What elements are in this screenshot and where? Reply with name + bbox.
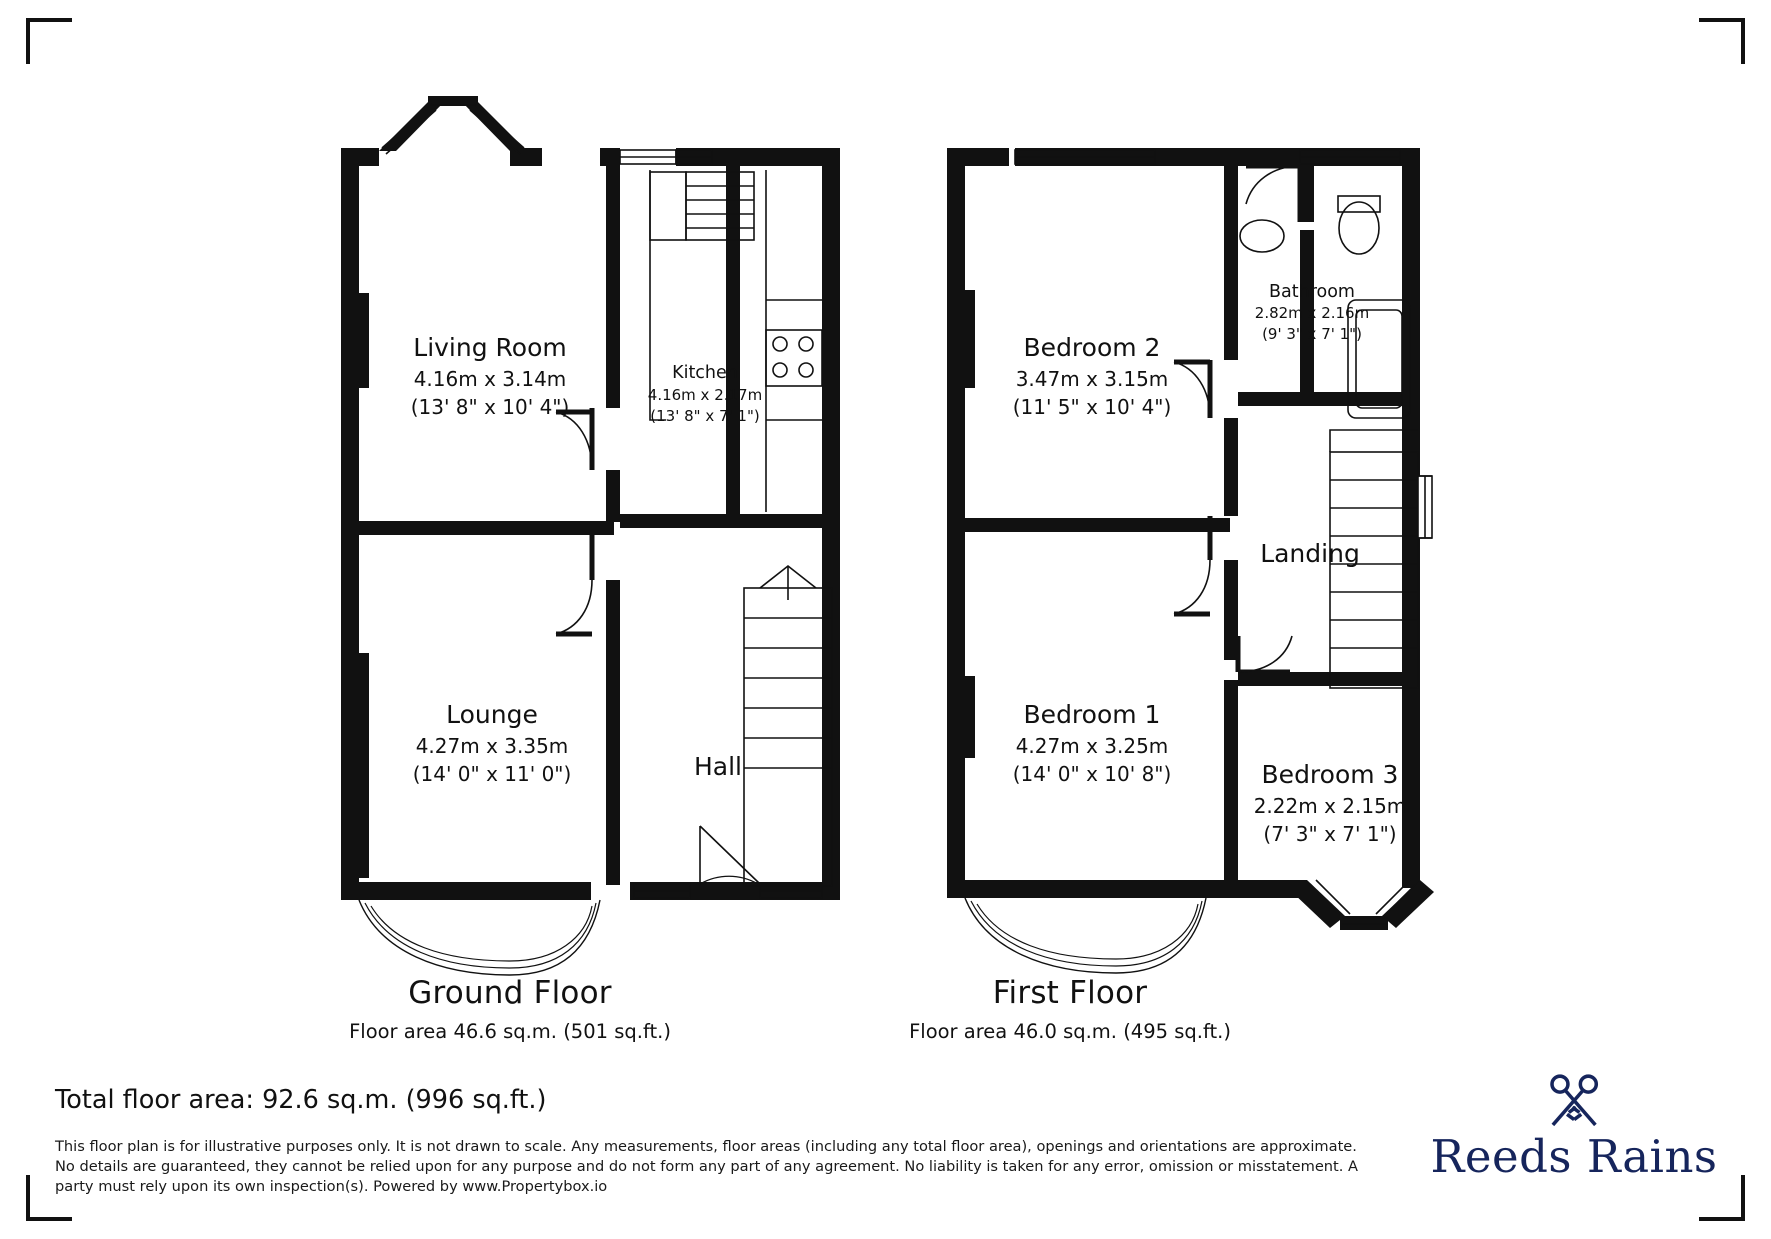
label-living-room-imperial: (13' 8" x 10' 4")	[410, 395, 570, 419]
label-hall: Hall	[693, 752, 743, 781]
ground-staircase	[744, 566, 832, 886]
label-bedroom-3-metric: 2.22m x 2.15m	[1253, 794, 1407, 818]
ground-floor-area: Floor area 46.6 sq.m. (501 sq.ft.)	[349, 1020, 671, 1043]
ground-floor-caption	[230, 975, 790, 1043]
label-lounge-imperial: (14' 0" x 11' 0")	[412, 762, 572, 786]
label-bedroom-3-imperial: (7' 3" x 7' 1")	[1263, 822, 1397, 846]
label-bathroom-metric: 2.82m x 2.16m	[1254, 304, 1370, 322]
label-bedroom-1-imperial: (14' 0" x 10' 8")	[1012, 762, 1172, 786]
ground-floor-plan	[341, 96, 840, 975]
label-bedroom-2-metric: 3.47m x 3.15m	[1015, 367, 1169, 391]
label-bedroom-1-metric: 4.27m x 3.25m	[1015, 734, 1169, 758]
label-bathroom-imperial: (9' 3" x 7' 1")	[1262, 325, 1362, 343]
ground-floor-title: Ground Floor	[408, 975, 612, 1011]
label-landing: Landing	[1260, 539, 1360, 568]
label-kitchen-metric: 4.16m x 2.17m	[647, 386, 763, 404]
label-bedroom-2: Bedroom 2	[1023, 333, 1161, 362]
crossed-keys-icon	[1521, 1070, 1627, 1132]
first-floor-caption	[790, 975, 1350, 1043]
label-kitchen-imperial: (13' 8" x 7' 1")	[650, 407, 760, 425]
label-living-room: Living Room	[413, 333, 567, 362]
label-lounge-metric: 4.27m x 3.35m	[415, 734, 569, 758]
label-living-room-metric: 4.16m x 3.14m	[413, 367, 567, 391]
total-floor-area: Total floor area: 92.6 sq.m. (996 sq.ft.)	[55, 1085, 547, 1115]
label-kitchen: Kitchen	[672, 363, 738, 383]
label-bedroom-3: Bedroom 3	[1261, 760, 1399, 789]
label-bathroom: Bathroom	[1269, 282, 1355, 302]
first-floor-title: First Floor	[992, 975, 1148, 1011]
brand-name: Reeds Rains	[1430, 1130, 1718, 1183]
label-bedroom-2-imperial: (11' 5" x 10' 4")	[1012, 395, 1172, 419]
label-bedroom-1: Bedroom 1	[1023, 700, 1161, 729]
label-lounge: Lounge	[446, 700, 538, 729]
brand-logo	[1409, 1070, 1739, 1183]
disclaimer-text: This floor plan is for illustrative purposes only. It is not drawn to scale. Any measurements, floor areas (including any total floor area), openings and orientations are approximate. No details are guaranteed, they cannot be relied upon for any purpose and do not form any part of any agreement. No liability is taken for any error, omission or misstatement. A party must rely upon its own inspection(s). Powered by www.Propertybox.io	[55, 1138, 1359, 1196]
first-floor-area: Floor area 46.0 sq.m. (495 sq.ft.)	[909, 1020, 1231, 1043]
ground-room-labels	[411, 333, 763, 786]
first-floor-plan	[947, 148, 1434, 973]
